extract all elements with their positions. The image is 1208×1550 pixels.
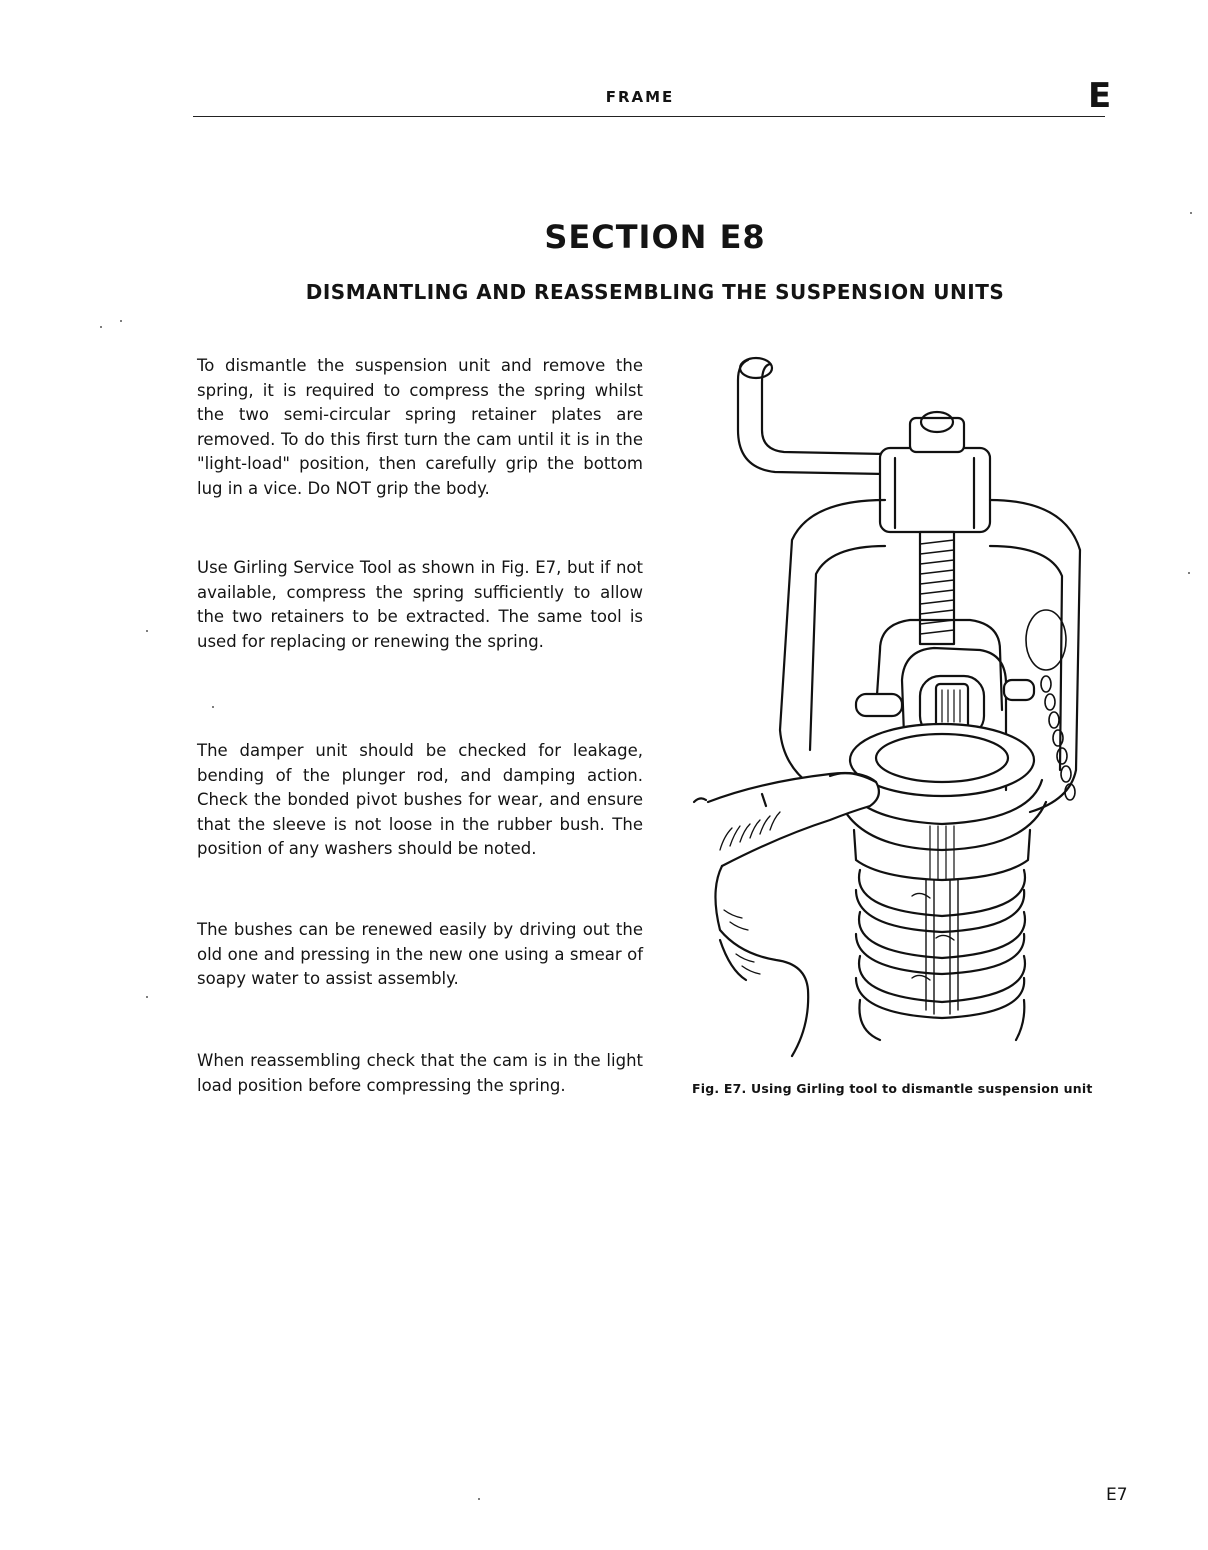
scan-speck bbox=[1190, 212, 1192, 214]
paragraph-dismantle: To dismantle the suspension unit and remove the spring, it is required to compress the spring whilst the two semi-circular spring retainer plates are removed. To do this first turn the cam until it is in the "light-load" position, then carefully grip the bottom lug in a vice. Do NOT grip the body. bbox=[197, 356, 643, 498]
scan-speck bbox=[120, 320, 122, 322]
scan-speck bbox=[146, 996, 148, 998]
paragraph-reassembly: When reassembling check that the cam is in the light load position before compressing the spring. bbox=[197, 1051, 643, 1095]
header-rule bbox=[193, 116, 1105, 117]
running-header: FRAME bbox=[605, 88, 675, 106]
scan-speck bbox=[212, 706, 214, 708]
chapter-letter: E bbox=[1088, 76, 1112, 116]
page-number: E7 bbox=[1106, 1485, 1128, 1505]
scan-speck bbox=[478, 1498, 480, 1500]
scan-speck bbox=[146, 630, 148, 632]
scan-speck bbox=[1188, 572, 1190, 574]
section-title: SECTION E8 bbox=[544, 218, 766, 256]
figure-caption: Fig. E7. Using Girling tool to dismantle suspension unit bbox=[692, 1081, 1093, 1096]
scan-speck bbox=[100, 326, 102, 328]
coil-spring bbox=[856, 870, 1025, 1040]
section-subtitle: DISMANTLING AND REASSEMBLING THE SUSPENSION UNITS bbox=[305, 280, 1005, 304]
paragraph-bushes: The bushes can be renewed easily by driving out the old one and pressing in the new one using a smear of soapy water to assist assembly. bbox=[197, 920, 643, 989]
threaded-screw bbox=[920, 532, 954, 644]
paragraph-service-tool: Use Girling Service Tool as shown in Fig. E7, but if not available, compress the spring sufficiently to allow the two retainers to be extracted. The same tool is used for replacing or renewing the spring. bbox=[197, 558, 643, 651]
figure-girling-tool-illustration bbox=[680, 350, 1120, 1062]
paragraph-damper-check: The damper unit should be checked for leakage, bending of the plunger rod, and damping action. Check the bonded pivot bushes for wear, and ensure that the sleeve is not loose in the rubber bush. The position of any washers should be noted. bbox=[197, 741, 643, 859]
hand bbox=[708, 773, 879, 866]
